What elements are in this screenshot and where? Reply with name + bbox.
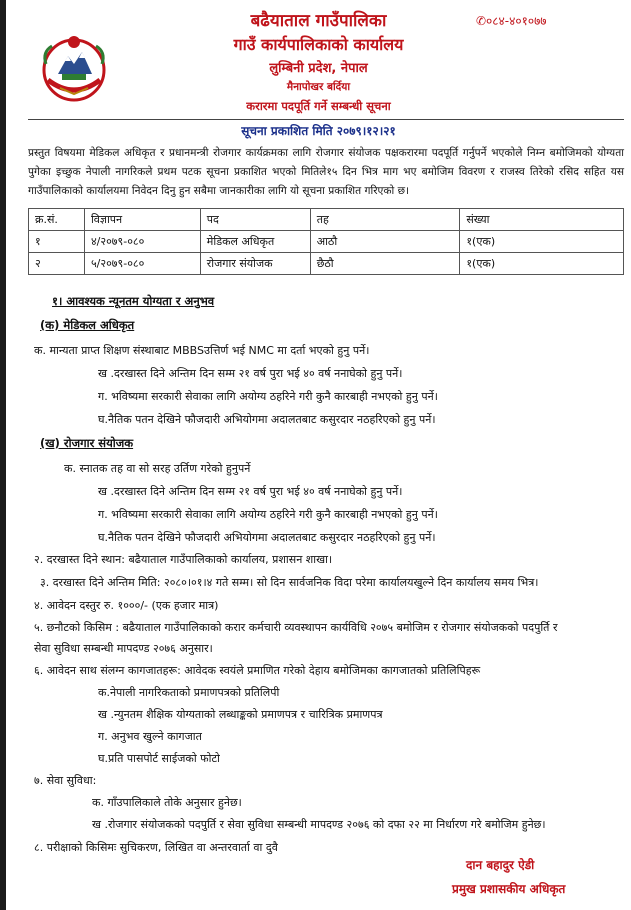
coordinator-item: ख .दरखास्त दिने अन्तिम दिन सम्म २१ वर्ष पुरा भई ४० वर्ष ननाघेको हुनु पर्ने। <box>98 485 403 498</box>
table-header: क्र.सं. <box>29 209 85 231</box>
notice-subject: करारमा पदपूर्ति गर्ने सम्बन्धी सूचना <box>246 99 391 113</box>
table-cell: आठौ <box>310 231 460 253</box>
table-cell: रोजगार संयोजक <box>200 253 310 275</box>
table-cell: मेडिकल अधिकृत <box>200 231 310 253</box>
table-row <box>29 231 624 253</box>
medical-item: ख .दरखास्त दिने अन्तिम दिन सम्म २१ वर्ष पुरा भई ४० वर्ष ननाघेको हुनु पर्ने। <box>98 367 403 380</box>
table-header: विज्ञापन <box>84 209 200 231</box>
table-cell: १(एक) <box>460 253 624 275</box>
municipality-name: बढैयाताल गाउँपालिका <box>250 11 387 31</box>
benefit-item: ख .रोजगार संयोजकको पदपुर्ति र सेवा सुविधा सम्बन्धी मापदण्ड २०७६ को दफा २२ मा निर्धारण गरे बमोजिम हुनेछ। <box>92 818 546 831</box>
benefit-item: क. गाँउपालिकाले तोके अनुसार हुनेछ। <box>92 796 242 809</box>
application-place: २. दरखास्त दिने स्थान: बढैयाताल गाउँपालिकाको कार्यालय, प्रशासन शाखा। <box>34 553 333 566</box>
table-cell: १ <box>29 231 85 253</box>
medical-officer-heading: (क) मेडिकल अधिकृत <box>40 318 135 332</box>
documents-heading: ६. आवेदन साथ संलग्न कागजातहरू: आवेदक स्वयंले प्रमाणित गरेको देहाय बमोजिमका कागजातको प्रतिलिपिहरू <box>34 664 481 677</box>
location-name: मैनापोखर बर्दिया <box>286 81 351 93</box>
medical-item: क. मान्यता प्राप्त शिक्षण संस्थाबाट MBBSउत्तिर्ण भई NMC मा दर्ता भएको हुनु पर्ने। <box>34 344 370 357</box>
table-header: तह <box>310 209 460 231</box>
medical-item: घ.नैतिक पतन देखिने फौजदारी अभियोगमा अदालतबाट कसुरदार नठहरिएको हुनु पर्ने। <box>98 413 436 426</box>
employment-coordinator-heading: (ख) रोजगार संयोजक <box>40 436 134 450</box>
coordinator-item: क. स्नातक तह वा सो सरह उर्तिण गरेको हुनुपर्ने <box>64 462 251 475</box>
header-divider <box>28 119 624 120</box>
table-cell: २ <box>29 253 85 275</box>
intro-paragraph: प्रस्तुत विषयमा मेडिकल अधिकृत र प्रधानमन्त्री रोजगार कार्यक्रमका लागि रोजगार संयोजक पक्षकरारमा पदपूर्ति गर्नुपर्ने भएकोले निम्न बमोजिमको योग्यता पुगेका इच्छुक नेपाली नागरिकले प्रथम पटक सूचना प्रकाशित भएको मितिले१५ दिन भित्र माग भए बमोजिम विवरण र राजस्व तिरेको रसिद सहित यस गाउँपालिकाको कार्यालयमा निवेदन दिनु हुन सबैमा जानकारीका लागि यो सूचना प्रकाशित गरिएको छ। <box>28 147 624 197</box>
document-item: ख .न्युनतम शैक्षिक योग्यताको लब्धाङ्कको प्रमाणपत्र र चारित्रिक प्रमाणपत्र <box>98 708 383 721</box>
exam-type: ८. परीक्षाको किसिमः सुचिकरण, लिखित वा अन्तरवार्ता वा दुवै <box>34 841 278 854</box>
application-deadline: ३. दरखास्त दिने अन्तिम मिति: २०८०।०१।४ गते सम्म। सो दिन सार्वजनिक विदा परेमा कार्यालयखुल्ने दिन कार्यालय समय भित्र। <box>40 576 539 589</box>
application-fee: ४. आवेदन दस्तुर रु. १०००/- (एक हजार मात्र) <box>34 599 219 612</box>
table-cell: ५/२०७९-०८० <box>84 253 200 275</box>
vacancy-table <box>28 208 624 275</box>
selection-method-cont: सेवा सुविधा सम्बन्धी मापदण्ड २०७६ अनुसार। <box>34 642 213 655</box>
medical-item: ग. भविष्यमा सरकारी सेवाका लागि अयोग्य ठहरिने गरी कुनै कारबाही नभएको हुनु पर्ने। <box>98 390 438 403</box>
table-header-row <box>29 209 624 231</box>
coordinator-item: ग. भविष्यमा सरकारी सेवाका लागि अयोग्य ठहरिने गरी कुनै कारबाही नभएको हुनु पर्ने। <box>98 508 438 521</box>
document-item: ग. अनुभव खुल्ने कागजात <box>98 730 202 743</box>
published-date: सूचना प्रकाशित मिति २०७९।१२।२१ <box>241 124 396 138</box>
province-name: लुम्बिनी प्रदेश, नेपाल <box>269 61 368 76</box>
table-cell: ४/२०७९-०८० <box>84 231 200 253</box>
office-name: गाउँ कार्यपालिकाको कार्यालय <box>233 35 404 54</box>
table-header: पद <box>200 209 310 231</box>
signatory-title: प्रमुख प्रशासकीय अधिकृत <box>452 882 566 896</box>
table-row <box>29 253 624 275</box>
table-header: संख्या <box>460 209 624 231</box>
coordinator-item: घ.नैतिक पतन देखिने फौजदारी अभियोगमा अदालतबाट कसुरदार नठहरिएको हुनु पर्ने। <box>98 531 436 544</box>
table-cell: छैठौ <box>310 253 460 275</box>
phone-number: ✆०८४-४०१०७७ <box>476 14 547 28</box>
document-item: क.नेपाली नागरिकताको प्रमाणपत्रको प्रतिलिपी <box>98 686 280 699</box>
min-qualification-heading: १। आवश्यक न्यूनतम योग्यता र अनुभव <box>52 294 215 308</box>
signatory-name: दान बहादुर ऐडी <box>466 858 535 872</box>
document-item: घ.प्रति पासपोर्ट साईजको फोटो <box>98 752 220 765</box>
benefits-heading: ७. सेवा सुविधा: <box>34 774 97 787</box>
selection-method: ५. छनौटको किसिम : बढैयाताल गाउँपालिकाको करार कर्मचारी व्यवस्थापन कार्यविधि २०७५ बमोजिम र रोजगार संयोजकको पदपुर्ति र <box>34 621 558 634</box>
table-cell: १(एक) <box>460 231 624 253</box>
